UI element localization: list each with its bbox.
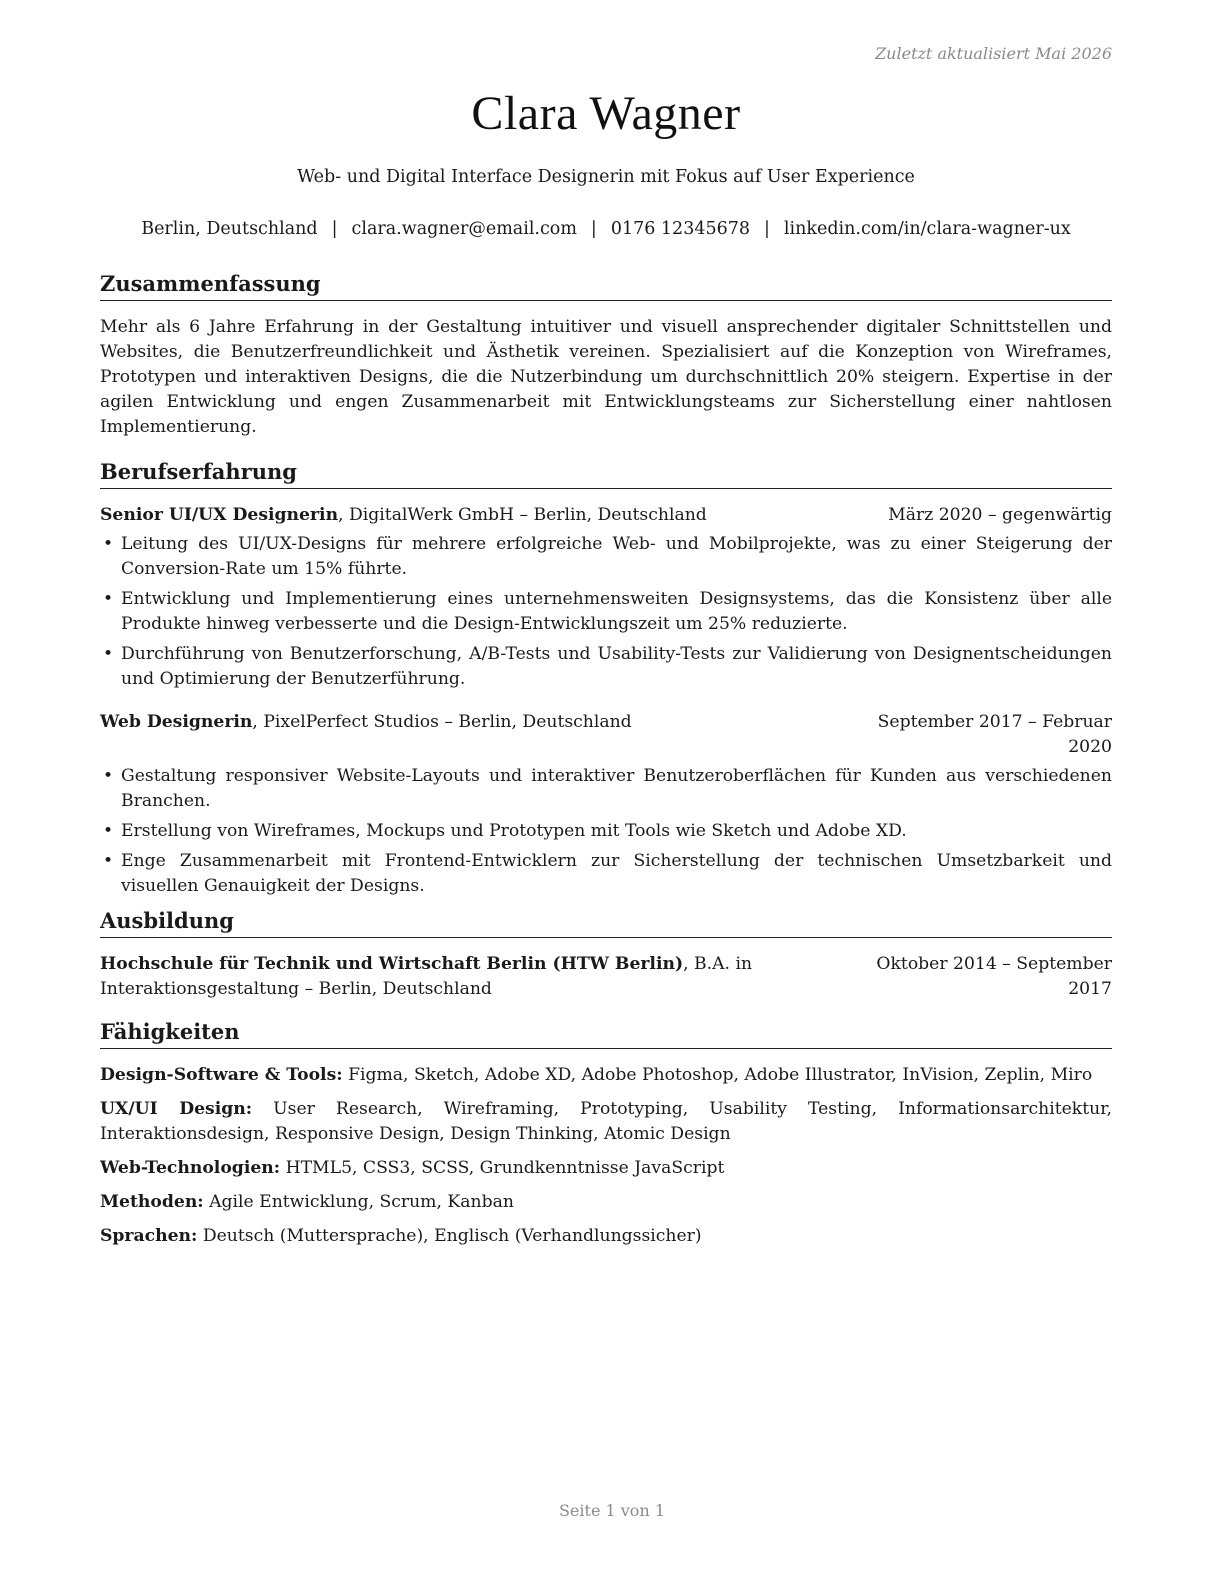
bullet-icon: • <box>103 821 114 841</box>
summary-text: Mehr als 6 Jahre Erfahrung in der Gestaltung intuitiver und visuell ansprechender digitaler Schnittstellen und Websites, die Benutzerfreundlichkeit und Ästhetik vereinen. Spezialisiert auf die Konzeption von Wireframes, Prototypen und interaktiven Designs, die die Nutzerbindung um durchschnittlich 20% steigern. Expertise in der agilen Entwicklung und engen Zusammenarbeit mit Entwicklungsteams zur Sicherstellung einer nahtlosen Implementierung. <box>100 317 1112 437</box>
skill-value: Deutsch (Muttersprache), Englisch (Verhandlungssicher) <box>197 1226 702 1246</box>
contact-line <box>100 219 1112 239</box>
job-dates: September 2017 – Februar 2020 <box>877 712 1112 757</box>
list-item: • Durchführung von Benutzerforschung, A/B-Tests und Usability-Tests zur Validierung von Designentscheidungen und Optimierung der Benutzerführung. <box>103 644 1112 689</box>
skill-label: UX/UI Design: <box>100 1099 253 1119</box>
job-bullets <box>100 532 1112 692</box>
education-entry <box>100 952 1112 1002</box>
list-item: • Gestaltung responsiver Website-Layouts und interaktiver Benutzeroberflächen für Kunden aus verschiedenen Branchen. <box>103 766 1112 811</box>
job-company: , PixelPerfect Studios – Berlin, Deutschland <box>252 712 632 732</box>
candidate-tagline: Web- und Digital Interface Designerin mit Fokus auf User Experience <box>297 167 915 187</box>
skill-row <box>100 1190 1112 1215</box>
skill-value: User Research, Wireframing, Prototyping, Usability Testing, Informationsarchitektur, Interaktionsdesign, Responsive Design, Design Thinking, Atomic Design <box>100 1099 1112 1144</box>
skill-value: HTML5, CSS3, SCSS, Grundkenntnisse JavaScript <box>280 1158 725 1178</box>
job-dates: März 2020 – gegenwärtig <box>888 505 1112 525</box>
list-item: • Leitung des UI/UX-Designs für mehrere erfolgreiche Web- und Mobilprojekte, was zu einer Steigerung der Conversion-Rate um 15% führte. <box>103 534 1112 579</box>
skill-label: Sprachen: <box>100 1226 198 1246</box>
job-header <box>100 503 1112 528</box>
contact-phone[interactable]: 0176 12345678 <box>610 219 750 239</box>
section-title-summary: Zusammenfassung <box>100 270 1112 301</box>
skill-row <box>100 1063 1112 1088</box>
section-title-experience: Berufserfahrung <box>100 458 1112 489</box>
job-entry <box>100 503 1112 692</box>
job-bullets <box>100 764 1112 899</box>
last-updated-note: Zuletzt aktualisiert Mai 2026 <box>875 44 1112 63</box>
skill-row <box>100 1224 1112 1249</box>
skill-value: Agile Entwicklung, Scrum, Kanban <box>203 1192 514 1212</box>
bullet-icon: • <box>103 644 114 664</box>
job-role: Web Designerin <box>100 712 253 732</box>
list-item: • Entwicklung und Implementierung eines unternehmensweiten Designsystems, das die Konsistenz über alle Produkte hinweg verbesserte und die Design-Entwicklungszeit um 25% reduzierte. <box>103 589 1112 634</box>
skill-label: Web-Technologien: <box>100 1158 281 1178</box>
job-entry <box>100 710 1112 899</box>
bullet-icon: • <box>103 589 114 609</box>
skill-row <box>100 1156 1112 1181</box>
page-number: Seite 1 von 1 <box>558 1501 666 1520</box>
job-header <box>100 710 1112 760</box>
job-company: , DigitalWerk GmbH – Berlin, Deutschland <box>338 505 707 525</box>
list-item: • Enge Zusammenarbeit mit Frontend-Entwicklern zur Sicherstellung der technischen Umsetzbarkeit und visuellen Genauigkeit der Designs. <box>103 851 1112 896</box>
list-item: • Erstellung von Wireframes, Mockups und Prototypen mit Tools wie Sketch und Adobe XD. <box>100 819 1112 844</box>
education-degree: , B.A. in Interaktionsgestaltung – Berlin, Deutschland <box>100 954 753 999</box>
skill-row <box>100 1097 1112 1147</box>
contact-email[interactable]: clara.wagner@email.com <box>351 219 577 239</box>
section-title-education: Ausbildung <box>100 907 1112 938</box>
candidate-name: Clara Wagner <box>471 87 741 140</box>
education-dates: Oktober 2014 – September 2017 <box>876 954 1112 999</box>
contact-separator: | <box>331 219 338 239</box>
bullet-icon: • <box>103 766 114 786</box>
education-school: Hochschule für Technik und Wirtschaft Berlin (HTW Berlin) <box>100 954 684 974</box>
skill-value: Figma, Sketch, Adobe XD, Adobe Photoshop, Adobe Illustrator, InVision, Zeplin, Miro <box>342 1065 1093 1085</box>
job-role: Senior UI/UX Designerin <box>100 505 339 525</box>
bullet-icon: • <box>103 851 114 871</box>
contact-separator: | <box>764 219 770 239</box>
resume-content <box>100 270 1112 1258</box>
contact-separator: | <box>590 219 597 239</box>
contact-linkedin[interactable]: linkedin.com/in/clara-wagner-ux <box>783 219 1071 239</box>
bullet-icon: • <box>103 534 114 554</box>
skill-label: Design-Software & Tools: <box>100 1065 343 1085</box>
resume-page <box>100 0 1112 1584</box>
contact-location: Berlin, Deutschland <box>141 219 318 239</box>
skill-label: Methoden: <box>100 1192 204 1212</box>
section-title-skills: Fähigkeiten <box>100 1018 1112 1049</box>
